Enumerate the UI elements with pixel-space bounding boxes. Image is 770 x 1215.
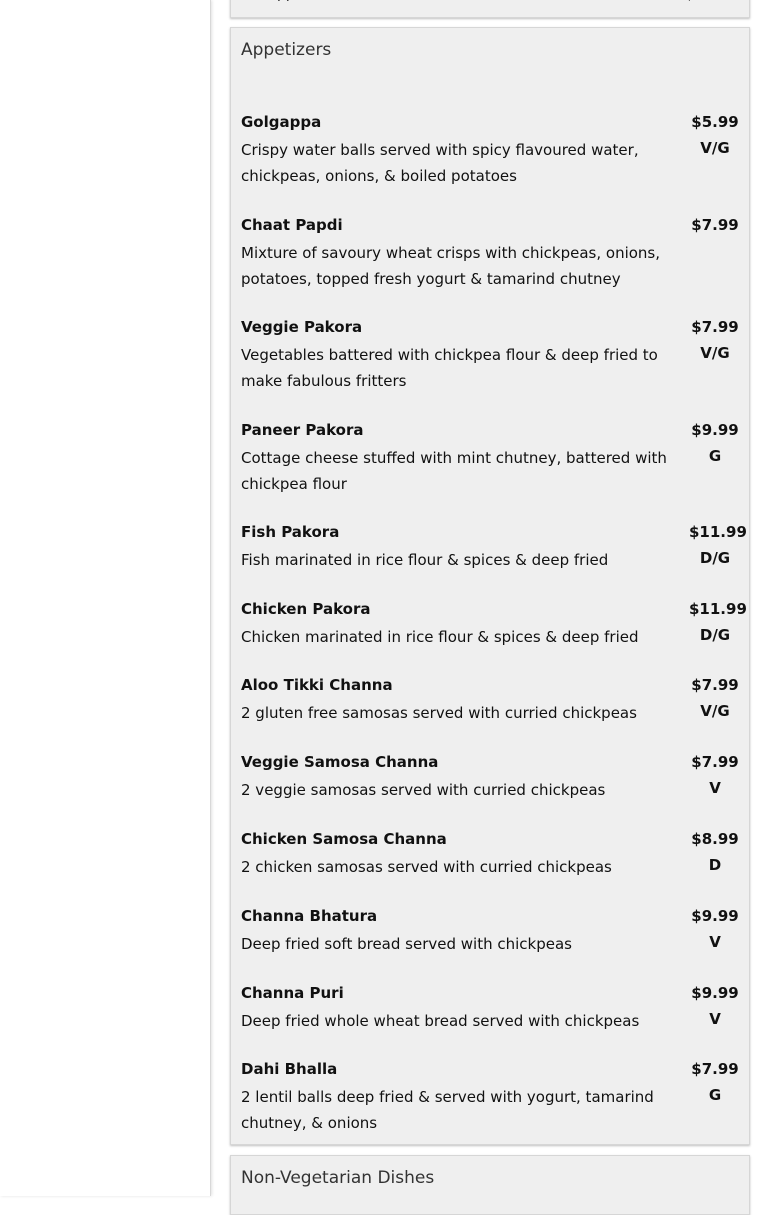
item-name: Chaat Papdi [241,216,343,234]
item-diet-tag: G [708,447,722,465]
item-diet-tag: D [708,856,722,874]
non-vegetarian-section [230,1155,750,1215]
item-diet-tag: V/G [700,139,730,157]
item-name: Channa Bhatura [241,907,378,925]
item-name: Veggie Pakora [241,318,363,336]
item-diet-tag: V [709,933,721,951]
section-title-non-vegetarian: Non-Vegetarian Dishes [241,1168,435,1188]
item-name: Chicken Pakora [241,600,371,618]
item-name: Chicken Samosa Channa [241,830,447,848]
sidebar [0,0,211,1196]
item-price: $9.99 [691,984,739,1002]
item-name: Channa Puri [241,984,344,1002]
item-price: $7.99 [691,216,739,234]
item-name: Golgappa [241,113,322,131]
item-description: Deep fried soft bread served with chickpeas [241,935,572,953]
item-description: 2 lentil balls deep fried & served with yogurt, tamarind chutney, & onions [241,1088,654,1132]
item-name: Paneer Pakora [241,421,364,439]
item-price: $7.99 [691,318,739,336]
item-price: $9.99 [691,907,739,925]
item-price: $8.99 [691,830,739,848]
item-diet-tag: D/G [699,626,731,644]
item-name: Dahi Bhalla [241,1060,338,1078]
previous-item-name [241,0,400,1]
item-diet-tag: V [709,1010,721,1028]
item-price: $7.99 [691,1060,739,1078]
item-price: $7.99 [691,676,739,694]
item-name: Aloo Tikki Channa [241,676,393,694]
item-diet-tag: V [709,779,721,797]
item-description: Mixture of savoury wheat crisps with chickpeas, onions, potatoes, topped fresh yogurt & tamarind chutney [241,244,661,288]
item-description: 2 gluten free samosas served with curried chickpeas [241,704,637,722]
item-price: $5.99 [691,113,739,131]
item-description: 2 veggie samosas served with curried chickpeas [241,781,606,799]
item-description: Fish marinated in rice flour & spices & deep fried [241,551,609,569]
previous-section-panel [230,0,750,18]
item-description: Deep fried whole wheat bread served with chickpeas [241,1012,640,1030]
item-price: $9.99 [691,421,739,439]
item-diet-tag: V/G [700,702,730,720]
item-price: $11.99 [689,523,747,541]
item-diet-tag: G [708,1086,722,1104]
item-description: 2 chicken samosas served with curried chickpeas [241,858,612,876]
item-diet-tag: D/G [699,549,731,567]
item-description: Crispy water balls served with spicy flavoured water, chickpeas, onions, & boiled potatoes [241,141,639,185]
item-price: $11.99 [689,600,747,618]
previous-item-price [685,0,725,1]
item-price: $7.99 [691,753,739,771]
item-name: Veggie Samosa Channa [241,753,439,771]
item-description: Chicken marinated in rice flour & spices & deep fried [241,628,639,646]
item-diet-tag: V/G [700,344,730,362]
item-description: Vegetables battered with chickpea flour & deep fried to make fabulous fritters [241,346,658,390]
section-title-appetizers: Appetizers [241,40,332,60]
previous-item-cutoff [241,0,739,1]
item-name: Fish Pakora [241,523,340,541]
appetizers-section [230,27,750,1145]
item-description: Cottage cheese stuffed with mint chutney, battered with chickpea flour [241,449,667,493]
